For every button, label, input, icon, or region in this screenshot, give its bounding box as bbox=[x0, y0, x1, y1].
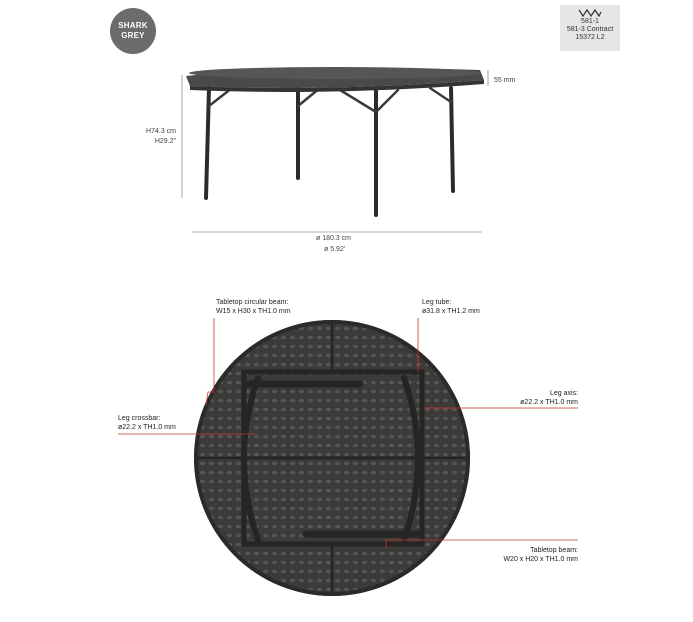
callout-leg-crossbar-spec: ø22.2 x TH1.0 mm bbox=[118, 424, 176, 431]
callout-leg-tube bbox=[422, 298, 480, 316]
code-line-2: 581-3 Contract bbox=[566, 26, 614, 33]
height-in-label: H29.2" bbox=[154, 138, 176, 145]
callout-leg-axis-title: Leg axis: bbox=[549, 390, 578, 397]
callout-circular-beam bbox=[216, 298, 291, 316]
leader-circular-beam bbox=[206, 318, 214, 405]
callout-tabletop-beam bbox=[478, 546, 578, 564]
diameter-in-label: ø 5.92' bbox=[324, 246, 346, 253]
badge-line-2: GREY bbox=[121, 31, 145, 40]
diameter-cm-label: ø 180.3 cm bbox=[316, 235, 352, 242]
callout-leg-tube-title: Leg tube: bbox=[422, 299, 452, 306]
callout-leg-crossbar-title: Leg crossbar: bbox=[118, 415, 161, 422]
callout-circular-beam-title: Tabletop circular beam: bbox=[216, 299, 289, 306]
callout-leg-axis bbox=[498, 389, 578, 407]
callout-leg-axis-spec: ø22.2 x TH1.0 mm bbox=[520, 399, 578, 406]
code-line-1: 581-1 bbox=[581, 18, 599, 25]
callout-leg-crossbar bbox=[118, 414, 176, 432]
callout-circular-beam-spec: W15 x H30 x TH1.0 mm bbox=[216, 308, 291, 315]
callout-tabletop-beam-spec: W20 x H20 x TH1.0 mm bbox=[503, 556, 578, 563]
leg-front-left bbox=[206, 88, 209, 198]
code-line-3: 15372 L2 bbox=[575, 34, 605, 41]
height-cm-label: H74.3 cm bbox=[146, 128, 176, 135]
callout-leg-tube-spec: ø31.8 x TH1.2 mm bbox=[422, 308, 480, 315]
table-side-view bbox=[182, 67, 488, 232]
badge-line-1: SHARK bbox=[118, 21, 148, 30]
top-thickness-label: 55 mm bbox=[494, 77, 516, 84]
leg-back-right bbox=[451, 88, 453, 191]
callout-tabletop-beam-title: Tabletop beam: bbox=[530, 547, 578, 554]
